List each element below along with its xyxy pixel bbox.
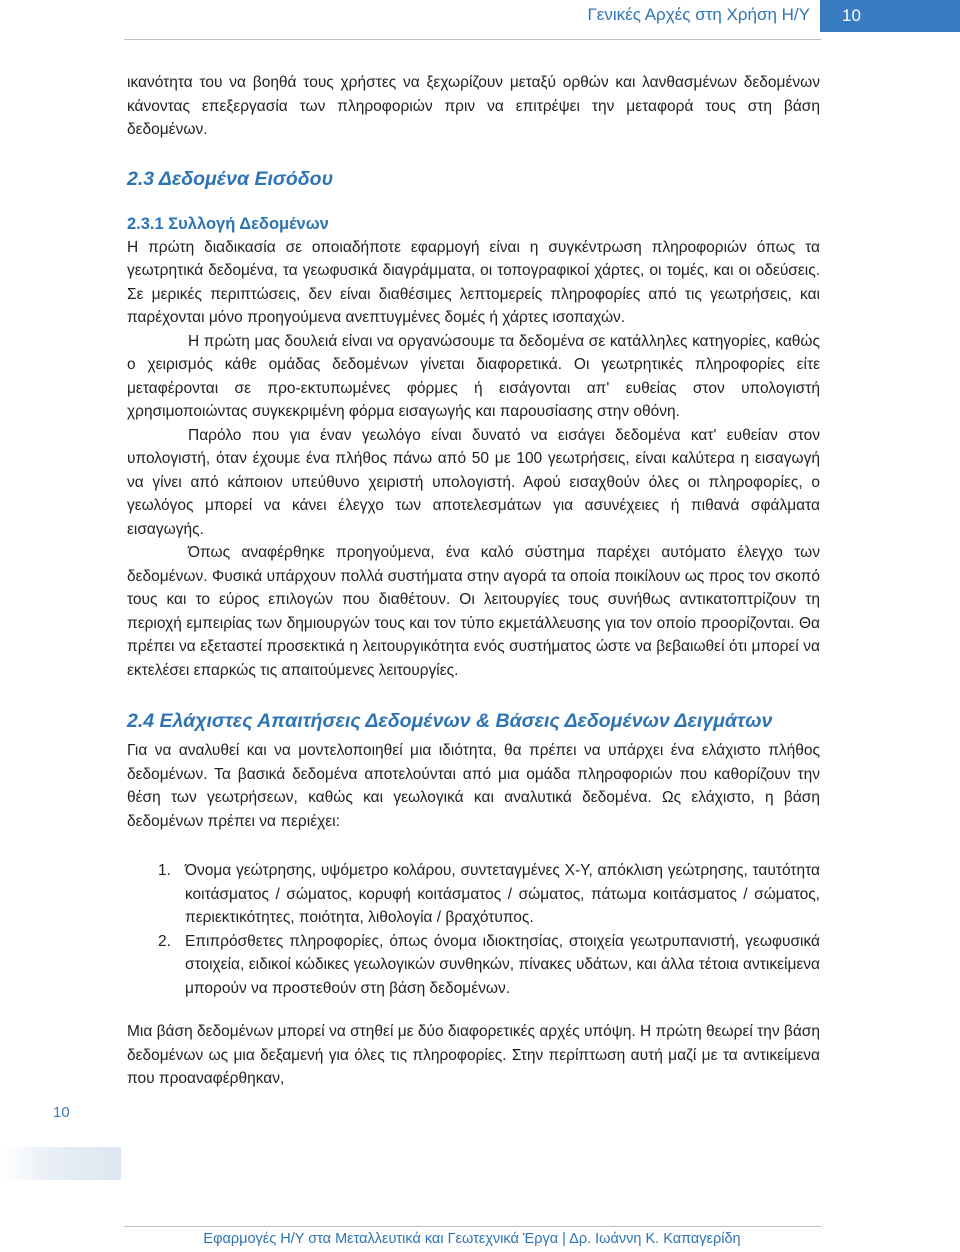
- list-item-number: 1.: [158, 862, 171, 879]
- page-body: [127, 71, 820, 1091]
- paragraph-3: Παρόλο που για έναν γεωλόγο είναι δυνατό να εισάγει δεδομένα κατ' ευθείαν στον υπολογιστή, όταν έχουμε ένα πλήθος πάνω από 50 με 100 γεωτρήσεις, είναι καλύτερα η εισαγωγή να γίνει από κάποιον υπεύθυνο χειριστή υπολογιστή. Αφού εισαχθούν όλες οι πληροφορίες, ο γεωλόγος μπορεί να κάνει έλεγχο των αποτελεσμάτων για ασυνέχειες ή πιθανά σφάλματα εισαγωγής.: [127, 426, 820, 538]
- list-item: [158, 859, 820, 930]
- paragraph-1: Η πρώτη διαδικασία σε οποιαδήποτε εφαρμογή είναι η συγκέντρωση πληροφοριών όπως τα γεωτρητικά δεδομένα, τα γεωφυσικά διαγράμματα, οι τοπογραφικοί χάρτες, οι τομές, και οι οδεύσεις. Σε μερικές περιπτώσεις, δεν είναι διαθέσιμες λεπτομερείς πληροφορίες από τις γεωτρήσεις, και παρέχονται μόνο προηγούμενα ανεπτυγμένες δομές ή χάρτες ισοπαχών.: [127, 238, 820, 326]
- footer-divider: [124, 1226, 821, 1227]
- paragraph-5: Για να αναλυθεί και να μοντελοποιηθεί μια ιδιότητα, θα πρέπει να υπάρχει ένα ελάχιστο πλήθος δεδομένων. Τα βασικά δεδομένα αποτελούνται από μια ομάδα πληροφοριών που καθορίζουν την θέση των γεωτρήσεων, καθώς και γεωλογικά και αναλυτικά δεδομένα. Ως ελάχιστο, η βάση δεδομένων πρέπει να περιέχει:: [127, 742, 820, 830]
- side-page-number: 10: [53, 1104, 70, 1121]
- requirements-list: [127, 859, 820, 1000]
- list-item-text: Επιπρόσθετες πληροφορίες, όπως όνομα ιδιοκτησίας, στοιχεία γεωτρυπανιστή, γεωφυσικά στοιχεία, ειδικοί κώδικες γεωλογικών συνθηκών, πίνακες υδάτων, και άλλα τέτοια αντικείμενα μπορούν να προστεθούν στη βάση δεδομένων.: [185, 932, 820, 997]
- header-page-number: 10: [820, 0, 960, 32]
- list-item-number: 2.: [158, 932, 171, 950]
- section-2-4-heading: 2.4 Ελάχιστες Απαιτήσεις Δεδομένων & Βάσεις Δεδομένων Δειγμάτων: [127, 710, 773, 732]
- paragraph-4: Όπως αναφέρθηκε προηγούμενα, ένα καλό σύστημα παρέχει αυτόματο έλεγχο των δεδομένων. Φυσικά υπάρχουν πολλά συστήματα στην αγορά τα οποία ποικίλουν ως προς τον σκοπό τους και το εύρος επιλογών που διαθέτουν. Οι λειτουργίες τους συνήθως αντικατοπτρίζουν τη περιοχή εμπειρίας των δημιουργών τους και τον τύπο εκμετάλλευσης για τον οποίο προορίζονται. Θα πρέπει να εξεταστεί προσεκτικά η λειτουργικότητα ενός συστήματος ώστε να βεβαιωθεί ότι μπορεί να εκτελέσει επαρκώς τις απαιτούμενες λειτουργίες.: [127, 544, 820, 679]
- section-2-3-heading: 2.3 Δεδομένα Εισόδου: [127, 167, 334, 190]
- paragraph-2: Η πρώτη μας δουλειά είναι να οργανώσουμε τα δεδομένα σε κατάλληλες κατηγορίες, καθώς ο χειρισμός κάθε ομάδας δεδομένων γίνεται διαφορετικά. Οι γεωτρητικές πληροφορίες είτε μεταφέρονται σε προ-εκτυπωμένες φόρμες ή εισάγονται απ' ευθείας στον υπολογιστή χρησιμοποιώντας συγκεκριμένη φόρμα εισαγωγής και παρουσίασης στην οθόνη.: [127, 332, 820, 420]
- header-divider: [124, 39, 821, 40]
- paragraph-6: Μια βάση δεδομένων μπορεί να στηθεί με δύο διαφορετικές αρχές υπόψη. Η πρώτη θεωρεί την βάση δεδομένων ως μια δεξαμενή για όλες τις πληροφορίες. Στην περίπτωση αυτή μαζί με τα αντικείμενα που προαναφέρθηκαν,: [127, 1023, 820, 1087]
- side-decorative-bar: [0, 1147, 121, 1180]
- header-title: Γενικές Αρχές στη Χρήση Η/Υ: [587, 5, 810, 24]
- intro-paragraph: ικανότητα του να βοηθά τους χρήστες να ξεχωρίζουν μεταξύ ορθών και λανθασμένων δεδομένων κάνοντας επεξεργασία των πληροφοριών πριν να επιτρέψει την μεταφορά τους στη βάση δεδομένων.: [127, 74, 820, 138]
- list-item-text: Όνομα γεώτρησης, υψόμετρο κολάρου, συντεταγμένες Χ-Υ, απόκλιση γεώτρησης, ταυτότητα κοιτάσματος / σώματος, κορυφή κοιτάσματος / σώματος, πάτωμα κοιτάσματος / σώματος, περιεκτικότητες, ποιότητα, λιθολογία / βραχότυπος.: [185, 862, 820, 926]
- footer-text: Εφαρμογές Η/Υ στα Μεταλλευτικά και Γεωτεχνικά Έργα | Δρ. Ιωάννη Κ. Καπαγερίδη: [203, 1231, 741, 1247]
- list-item: [158, 930, 820, 1001]
- section-2-3-1-heading: 2.3.1 Συλλογή Δεδομένων: [127, 214, 329, 233]
